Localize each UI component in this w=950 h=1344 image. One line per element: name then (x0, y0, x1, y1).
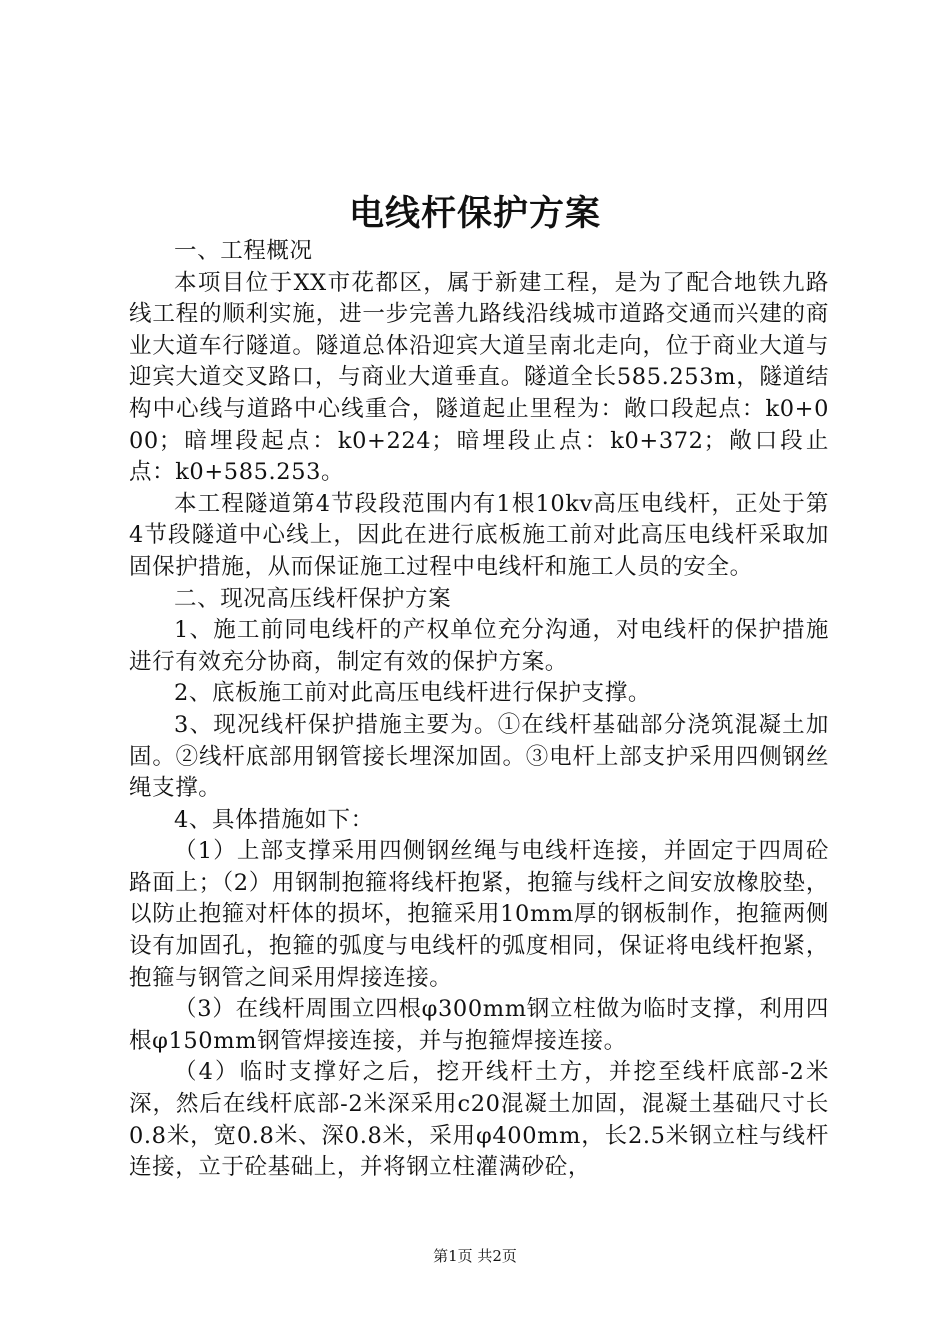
paragraph: （4）临时支撑好之后，挖开线杆土方，并挖至线杆底部-2米深，然后在线杆底部-2米深采用c20混凝土加固，混凝土基础尺寸长0.8米，宽0.8米、深0.8米，采用φ400mm，长2.5米钢立柱与线杆连接，立于砼基础上，并将钢立柱灌满砂砼， (129, 1059, 829, 1181)
page-footer: 第1页 共2页 (433, 1247, 517, 1265)
paragraph: 本项目位于XX市花都区，属于新建工程，是为了配合地铁九路线工程的顺利实施，进一步完善九路线沿线城市道路交通而兴建的商业大道车行隧道。隧道总体沿迎宾大道呈南北走向，位于商业大道与迎宾大道交叉路口，与商业大道垂直。隧道全长585.253m，隧道结构中心线与道路中心线重合，隧道起止里程为：敞口段起点：k0+000；暗埋段起点：k0+224；暗埋段止点：k0+372；敞口段止点：k0+585.253。 (129, 269, 829, 486)
paragraph: （3）在线杆周围立四根φ300mm钢立柱做为临时支撑，利用四根φ150mm钢管焊接连接，并与抱箍焊接连接。 (129, 996, 829, 1054)
document-body (129, 236, 829, 1184)
section-heading: 一、工程概况 (174, 238, 313, 264)
paragraph: 本工程隧道第4节段段范围内有1根10kv高压电线杆，正处于第4节段隧道中心线上，因此在进行底板施工前对此高压电线杆采取加固保护措施，从而保证施工过程中电线杆和施工人员的安全。 (129, 490, 829, 580)
paragraph: 3、现况线杆保护措施主要为。①在线杆基础部分浇筑混凝土加固。②线杆底部用钢管接长埋深加固。③电杆上部支护采用四侧钢丝绳支撑。 (129, 711, 829, 802)
paragraph: 1、施工前同电线杆的产权单位充分沟通，对电线杆的保护措施进行有效充分协商，制定有效的保护方案。 (129, 617, 829, 675)
document-title: 电线杆保护方案 (348, 193, 601, 234)
paragraph: 4、具体措施如下： (174, 806, 374, 833)
section-heading: 二、现况高压线杆保护方案 (174, 585, 452, 612)
paragraph: （1）上部支撑采用四侧钢丝绳与电线杆连接，并固定于四周砼路面上；（2）用钢制抱箍将线杆抱紧，抱箍与线杆之间安放橡胶垫，以防止抱箍对杆体的损坏，抱箍采用10mm厚的钢板制作，抱箍两侧设有加固孔，抱箍的弧度与电线杆的弧度相同，保证将电线杆抱紧，抱箍与钢管之间采用焊接连接。 (129, 838, 829, 991)
paragraph: 2、底板施工前对此高压电线杆进行保护支撑。 (174, 680, 651, 707)
